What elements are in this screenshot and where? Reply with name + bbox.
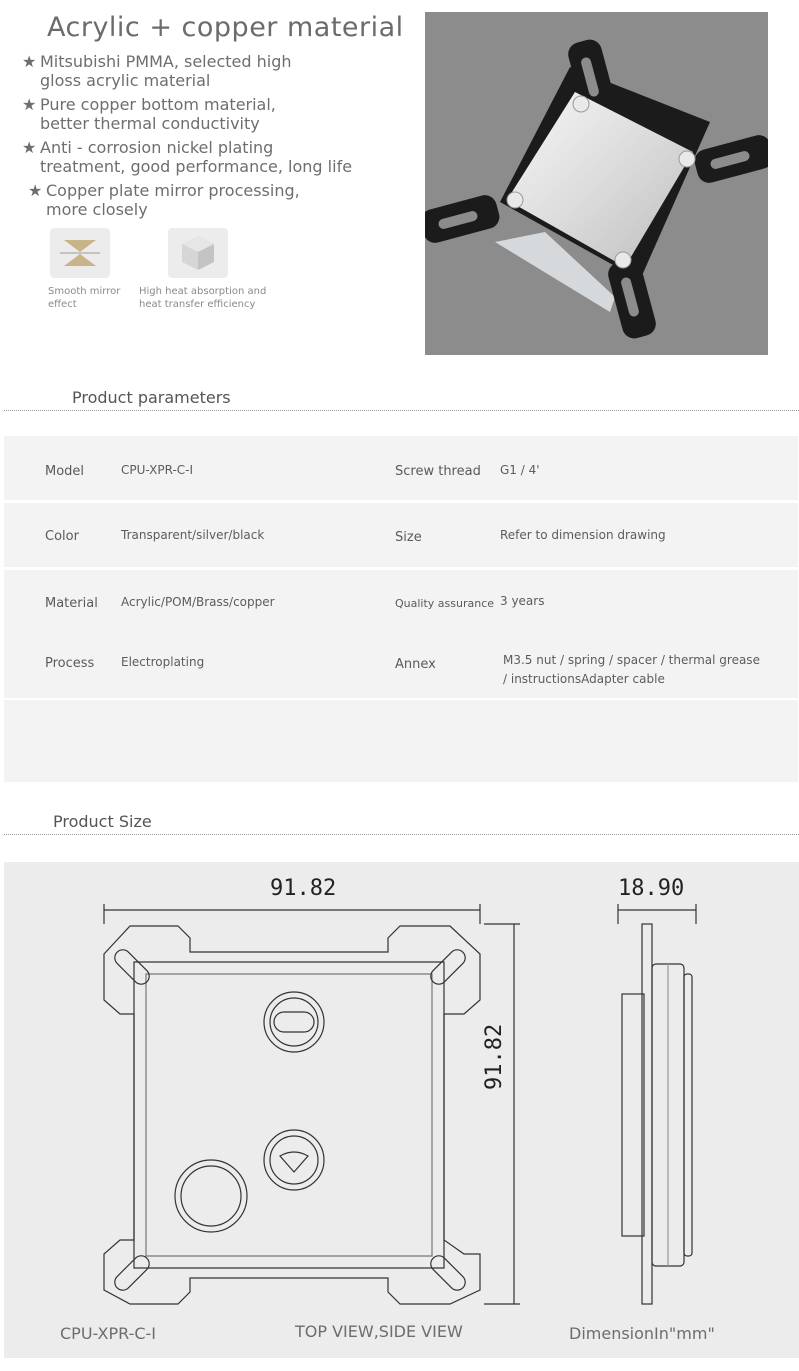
param-value: Transparent/silver/black — [121, 528, 265, 542]
param-value: CPU-XPR-C-I — [121, 463, 194, 477]
mirror-icon — [50, 228, 110, 278]
divider — [4, 410, 799, 411]
table-row — [4, 570, 798, 634]
feature-text: better thermal conductivity — [40, 114, 260, 133]
param-label: Model — [45, 464, 85, 479]
feature-text: Pure copper bottom material, — [40, 95, 276, 114]
feature-item — [22, 138, 352, 176]
size-title: Product Size — [53, 812, 152, 831]
parameters-title: Product parameters — [72, 388, 231, 407]
table-row — [4, 503, 798, 567]
dimension-drawing — [4, 862, 799, 1358]
star-icon: ★ — [28, 181, 43, 200]
height-dimension: 91.82 — [482, 1023, 507, 1090]
feature-text: Copper plate mirror processing, — [46, 181, 300, 200]
param-label: Material — [45, 596, 98, 611]
table-row — [4, 634, 798, 698]
divider — [4, 834, 799, 835]
param-value: M3.5 nut / spring / spacer / thermal grease / instructionsAdapter cable — [503, 653, 760, 686]
feature-text: Anti - corrosion nickel plating — [40, 138, 274, 157]
feature-icon-label: Smooth mirror effect — [48, 286, 121, 310]
table-row — [4, 700, 798, 782]
feature-text: gloss acrylic material — [40, 71, 211, 90]
feature-item — [22, 52, 292, 90]
feature-text: Mitsubishi PMMA, selected high — [40, 52, 292, 71]
param-value: Electroplating — [121, 655, 205, 669]
hero-title: Acrylic + copper material — [47, 12, 404, 43]
table-row — [4, 436, 798, 500]
feature-text: treatment, good performance, long life — [40, 157, 353, 176]
param-label: Color — [45, 529, 79, 544]
product-photo — [425, 12, 768, 355]
width-dimension: 91.82 — [270, 876, 337, 901]
cube-icon — [168, 228, 228, 278]
param-label: Annex — [395, 657, 436, 672]
feature-text: more closely — [46, 200, 148, 219]
model-caption: CPU-XPR-C-I — [60, 1324, 157, 1343]
feature-icon-label: High heat absorption and heat transfer efficiency — [139, 286, 267, 310]
param-label: Size — [395, 530, 422, 545]
depth-dimension: 18.90 — [618, 876, 685, 901]
param-label: Quality assurance — [395, 597, 495, 610]
views-caption: TOP VIEW,SIDE VIEW — [295, 1322, 463, 1341]
unit-caption: DimensionIn"mm" — [569, 1324, 715, 1343]
param-value: 3 years — [500, 594, 545, 608]
star-icon: ★ — [22, 138, 37, 157]
feature-item — [28, 181, 300, 219]
param-value: Refer to dimension drawing — [500, 528, 666, 542]
star-icon: ★ — [22, 95, 37, 114]
param-label: Screw thread — [395, 464, 481, 479]
feature-item — [22, 95, 276, 133]
param-value: G1 / 4' — [500, 463, 540, 477]
param-value: Acrylic/POM/Brass/copper — [121, 595, 275, 609]
star-icon: ★ — [22, 52, 37, 71]
param-label: Process — [45, 656, 95, 671]
